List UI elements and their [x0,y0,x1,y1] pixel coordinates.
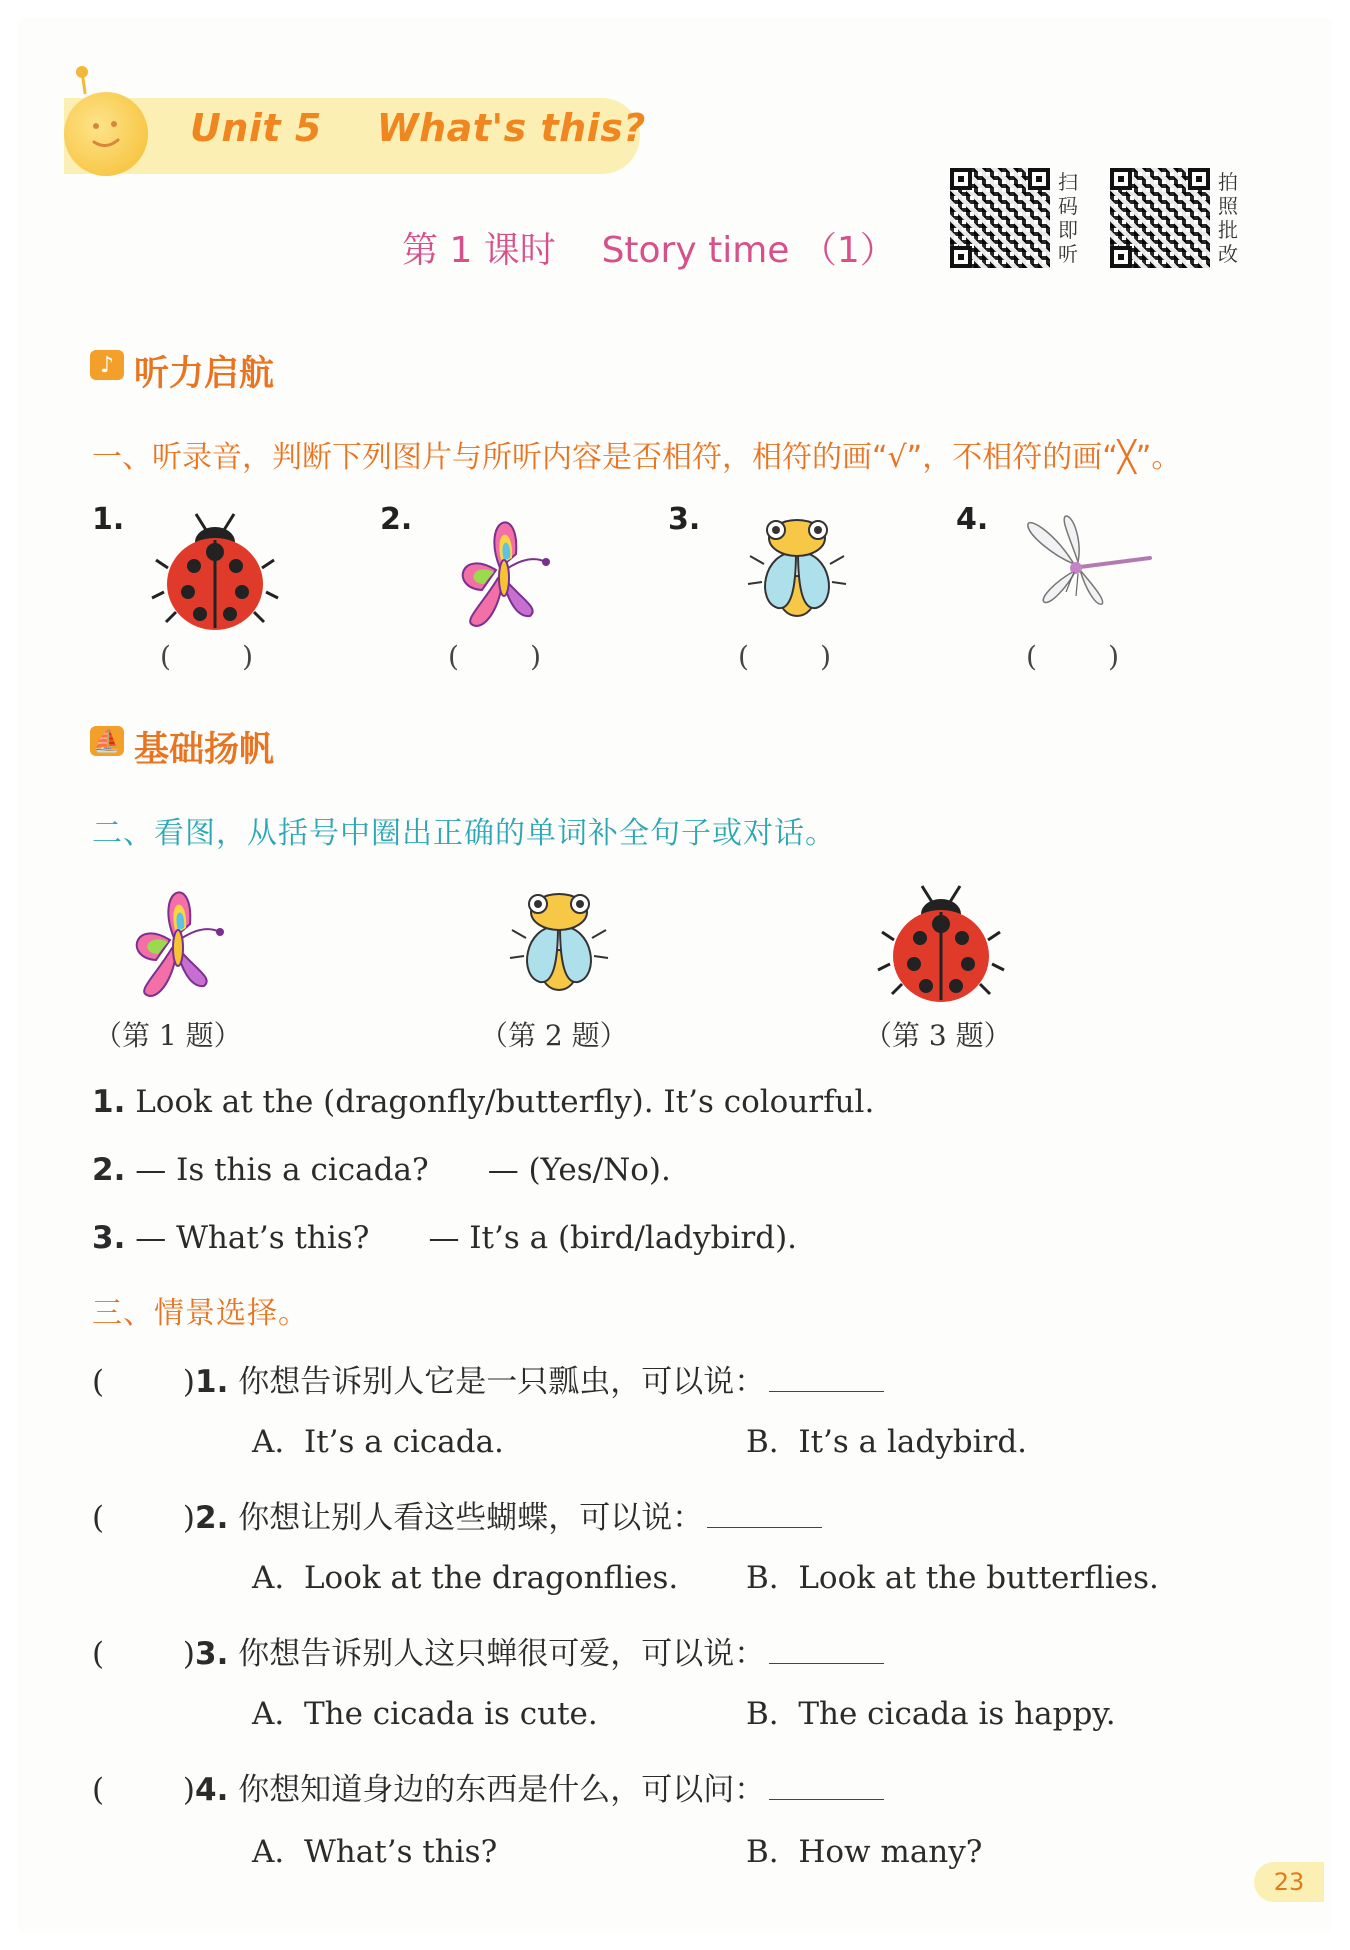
question-number: 3. [195,1636,229,1672]
qr-listen-caption: 扫码即听 [1058,170,1078,266]
figure-caption: （第 2 题） [480,1019,628,1052]
item-number: 4. [956,502,989,537]
choice-question-2 [92,1492,822,1537]
option-b[interactable]: B. How many? [746,1834,983,1870]
answer-paren[interactable]: ( ) [160,640,254,673]
question-text: 你想知道身边的东西是什么，可以问： [228,1772,766,1808]
choice-question-1 [92,1356,884,1401]
sailboat-icon: ⛵ [90,726,124,756]
sentence-text[interactable]: — Is this a cicada? — (Yes/No). [125,1152,671,1188]
answer-paren[interactable]: ( ) [92,1636,196,1672]
option-a[interactable]: A. What’s this? [252,1834,498,1870]
butterfly-picture [450,508,560,628]
sentence-2 [92,1152,671,1188]
instruction-3: 三、情景选择。 [92,1296,309,1331]
sun-mascot-icon [64,92,148,176]
cicada-picture [504,886,614,996]
answer-paren[interactable]: ( ) [448,640,542,673]
question-number: 4. [195,1772,229,1808]
item-number: 1. [92,502,125,537]
answer-blank[interactable] [769,1367,884,1392]
option-b[interactable]: B. Look at the butterflies. [746,1560,1159,1596]
answer-blank[interactable] [707,1503,822,1528]
question-text: 你想告诉别人它是一只瓢虫，可以说： [228,1364,766,1400]
item-number: 3. [668,502,701,537]
choice-question-3 [92,1628,884,1673]
answer-paren[interactable]: ( ) [92,1364,196,1400]
answer-paren[interactable]: ( ) [738,640,832,673]
instruction-2: 二、看图，从括号中圈出正确的单词补全句子或对话。 [92,816,836,851]
qr-code-photo-grading[interactable] [1110,168,1210,268]
answer-blank[interactable] [769,1639,884,1664]
unit-title: Unit 5 What's this? [190,106,646,150]
sentence-text[interactable]: — What’s this? — It’s a (bird/ladybird). [125,1220,798,1256]
answer-blank[interactable] [769,1775,884,1800]
ladybird-picture [150,508,280,628]
option-a[interactable]: A. Look at the dragonflies. [252,1560,679,1596]
sentence-1 [92,1084,874,1120]
choice-question-4 [92,1764,884,1809]
option-b[interactable]: B. It’s a ladybird. [746,1424,1028,1460]
page-number: 23 [1254,1862,1324,1902]
instruction-1: 一、听录音，判断下列图片与所听内容是否相符，相符的画“√”，不相符的画“╳”。 [92,440,1182,475]
lesson-title: 第 1 课时 Story time （1） [402,230,896,271]
item-number: 2. [380,502,413,537]
sentence-3 [92,1220,797,1256]
answer-paren[interactable]: ( ) [1026,640,1120,673]
section-heading-listening: 听力启航 [134,354,275,394]
qr-code-listen[interactable] [950,168,1050,268]
dragonfly-picture [1024,512,1154,612]
figure-caption: （第 1 题） [94,1019,242,1052]
question-number: 2. [195,1500,229,1536]
option-a[interactable]: A. The cicada is cute. [252,1696,598,1732]
sentence-number: 1. [92,1084,126,1120]
question-text: 你想告诉别人这只蝉很可爱，可以说： [228,1636,766,1672]
qr-photo-caption: 拍照批改 [1218,170,1238,266]
butterfly-picture [124,878,234,998]
ladybird-picture [876,880,1006,1000]
question-number: 1. [195,1364,229,1400]
option-b[interactable]: B. The cicada is happy. [746,1696,1116,1732]
headphone-icon: ♪ [90,350,124,380]
figure-caption: （第 3 题） [864,1019,1012,1052]
sentence-number: 2. [92,1152,126,1188]
answer-paren[interactable]: ( ) [92,1500,196,1536]
question-text: 你想让别人看这些蝴蝶，可以说： [228,1500,704,1536]
sentence-text[interactable]: Look at the (dragonfly/butterfly). It’s colourful. [125,1084,875,1120]
sun-antenna-dot [76,66,88,78]
answer-paren[interactable]: ( ) [92,1772,196,1808]
sentence-number: 3. [92,1220,126,1256]
section-heading-basics: 基础扬帆 [134,730,275,770]
cicada-picture [742,512,852,622]
option-a[interactable]: A. It’s a cicada. [252,1424,504,1460]
